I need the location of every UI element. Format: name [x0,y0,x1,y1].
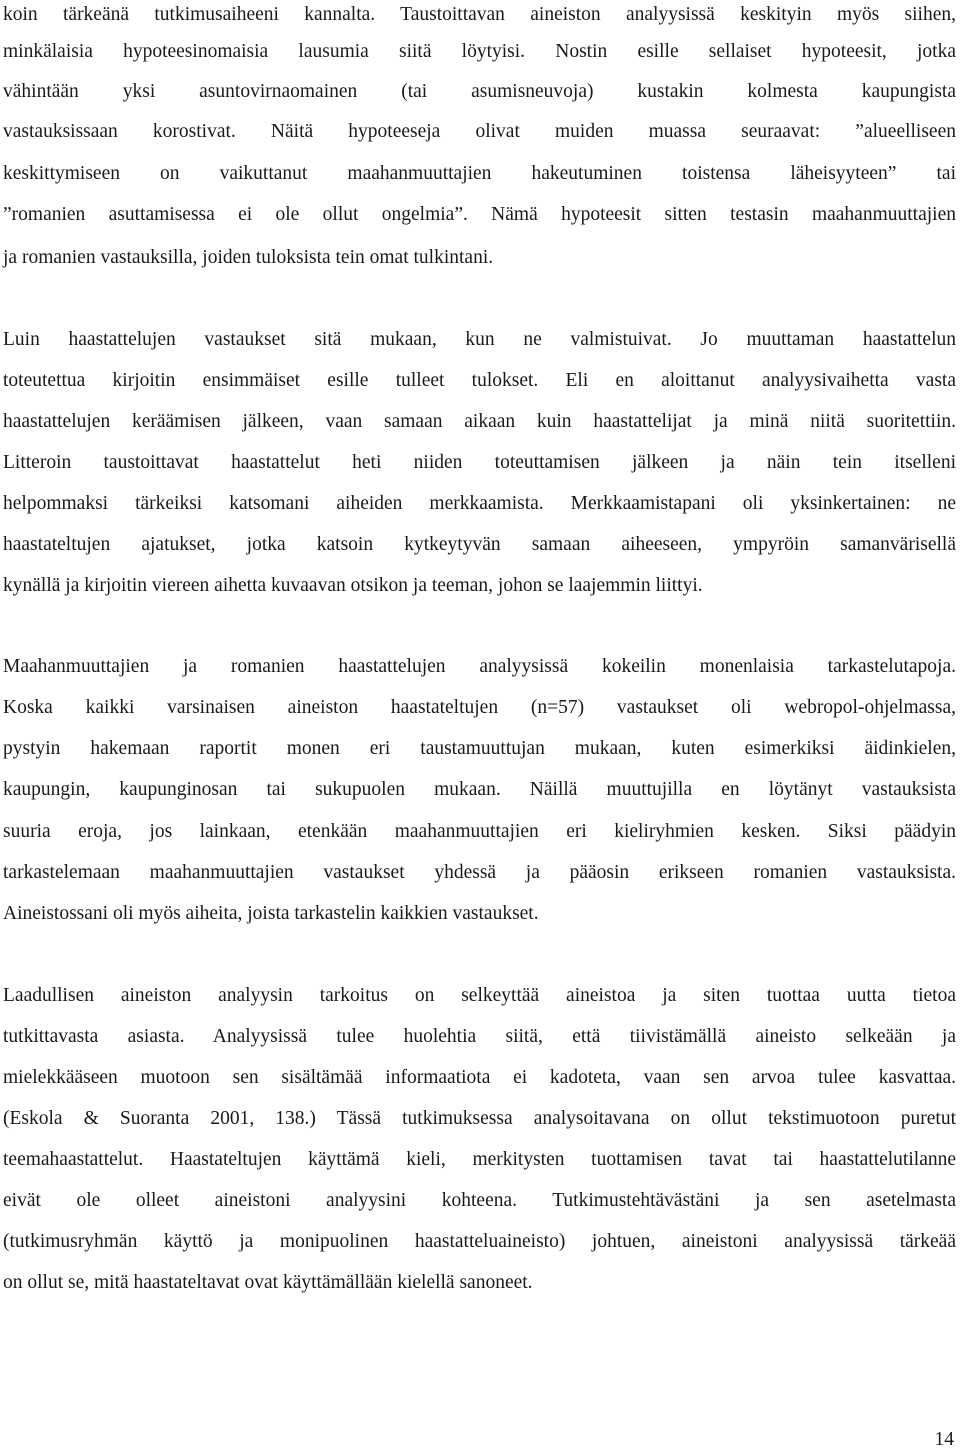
text-line: keskittymiseen on vaikuttanut maahanmuuttajien hakeutuminen toistensa läheisyyteen” tai [3,163,956,184]
text-line: Maahanmuuttajien ja romanien haastattelujen analyysissä kokeilin monenlaisia tarkastelutapoja. [3,656,956,677]
text-line: Litteroin taustoittavat haastattelut heti niiden toteuttamisen jälkeen ja näin tein itselleni [3,452,956,473]
text-line: eivät ole olleet aineistoni analyysini kohteena. Tutkimustehtävästäni ja sen asetelmasta [3,1190,956,1211]
text-line: tarkastelemaan maahanmuuttajien vastaukset yhdessä ja pääosin erikseen romanien vastauksista. [3,862,956,883]
text-line: suuria eroja, jos lainkaan, etenkään maahanmuuttajien eri kieliryhmien kesken. Siksi päädyin [3,821,956,842]
text-line: (tutkimusryhmän käyttö ja monipuolinen haastatteluaineisto) johtuen, aineistoni analyysissä tärkeää [3,1231,956,1252]
text-line: ja romanien vastauksilla, joiden tuloksista tein omat tulkintani. [3,247,494,268]
text-line: ”romanien asuttamisessa ei ole ollut ongelmia”. Nämä hypoteesit sitten testasin maahanmuuttajien [3,204,956,225]
text-line: kaupungin, kaupunginosan tai sukupuolen mukaan. Näillä muuttujilla en löytänyt vastauksista [3,779,956,800]
text-line: haastateltujen ajatukset, jotka katsoin kytkeytyvän samaan aiheeseen, ympyröin samanvärisellä [3,534,956,555]
text-line: Koska kaikki varsinaisen aineiston haastateltujen (n=57) vastaukset oli webropol-ohjelmassa, [3,697,956,718]
text-line: vastauksissaan korostivat. Näitä hypoteeseja olivat muiden muassa seuraavat: ”alueelliseen [3,121,956,142]
text-line: on ollut se, mitä haastateltavat ovat käyttämällään kielellä sanoneet. [3,1272,533,1293]
text-line: kynällä ja kirjoitin viereen aihetta kuvaavan otsikon ja teeman, johon se laajemmin liittyi. [3,575,703,596]
text-line: (Eskola & Suoranta 2001, 138.) Tässä tutkimuksessa analysoitavana on ollut tekstimuotoon puretut [3,1108,956,1129]
text-line: haastattelujen keräämisen jälkeen, vaan samaan aikaan kuin haastattelijat ja minä niitä suoritettiin. [3,411,956,432]
text-line: Luin haastattelujen vastaukset sitä mukaan, kun ne valmistuivat. Jo muuttaman haastattelun [3,329,956,350]
text-line: Laadullisen aineiston analyysin tarkoitus on selkeyttää aineistoa ja siten tuottaa uutta tietoa [3,985,956,1006]
text-line: toteutettua kirjoitin ensimmäiset esille tulleet tulokset. Eli en aloittanut analyysivaihetta vasta [3,370,956,391]
text-line: helpommaksi tärkeiksi katsomani aiheiden merkkaamista. Merkkaamistapani oli yksinkertainen: ne [3,493,956,514]
text-line: mielekkääseen muotoon sen sisältämää informaatiota ei kadoteta, vaan sen arvoa tulee kasvattaa. [3,1067,956,1088]
page-number: 14 [934,1429,954,1450]
text-line: pystyin hakemaan raportit monen eri taustamuuttujan mukaan, kuten esimerkiksi äidinkielen, [3,738,956,759]
text-line: koin tärkeänä tutkimusaiheeni kannalta. Taustoittavan aineiston analyysissä keskityin myös siihen, [3,4,956,25]
text-line: minkälaisia hypoteesinomaisia lausumia siitä löytyisi. Nostin esille sellaiset hypoteesit, jotka [3,41,956,62]
text-line: vähintään yksi asuntovirnaomainen (tai asumisneuvoja) kustakin kolmesta kaupungista [3,81,956,102]
text-line: teemahaastattelut. Haastateltujen käyttämä kieli, merkitysten tuottamisen tavat tai haastattelutilanne [3,1149,956,1170]
text-line: Aineistossani oli myös aiheita, joista tarkastelin kaikkien vastaukset. [3,903,539,924]
text-line: tutkittavasta asiasta. Analyysissä tulee huolehtia siitä, että tiivistämällä aineisto selkeään ja [3,1026,956,1047]
